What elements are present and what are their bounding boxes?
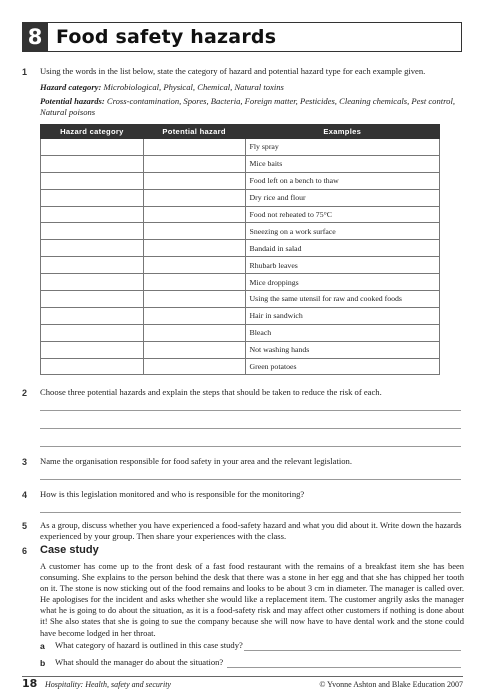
hazard-category-cell[interactable]: [41, 139, 144, 156]
hazard-category-cell[interactable]: [41, 206, 144, 223]
hazard-category-values: Microbiological, Physical, Chemical, Natural toxins: [103, 82, 284, 92]
example-cell: Hair in sandwich: [245, 307, 439, 324]
question-3-number: 3: [22, 457, 28, 467]
page-title: Food safety hazards: [56, 26, 277, 48]
example-cell: Dry rice and flour: [245, 189, 439, 206]
question-3-text: Name the organisation responsible for food safety in your area and the relevant legislation.: [40, 456, 352, 466]
header-examples: Examples: [245, 125, 439, 139]
table-row: [41, 240, 440, 257]
potential-hazard-cell[interactable]: [143, 358, 245, 375]
sub-question-a-letter: a: [40, 641, 45, 651]
example-cell: Fly spray: [245, 139, 439, 156]
potential-hazard-cell[interactable]: [143, 172, 245, 189]
header-potential-hazard: Potential hazard: [143, 125, 245, 139]
potential-hazard-cell[interactable]: [143, 240, 245, 257]
copyright: © Yvonne Ashton and Blake Education 2007: [319, 680, 463, 689]
potential-hazard-cell[interactable]: [143, 307, 245, 324]
table-row: [41, 155, 440, 172]
hazard-category-cell[interactable]: [41, 358, 144, 375]
case-study-body: A customer has come up to the front desk of a fast food restaurant with the remains of a breakfast item she has been consuming. She explains to the person behind the desk that there was a stone in her egg and that she has chipped her tooth on it. The stone is now sticking out of the food remains and looks to be about 3 cm in diameter. The manager is called over. He apologises for the incident and asks whether she would like a replacement item. The customer angrily asks the manager what he is going to do about the situation, as it is a food-safety risk and may affect other customers if nothing is done about it! She also states that she is going to sue the company because she will now have to have dental work and the stone could have become lodged in her throat.: [40, 561, 464, 638]
answer-line[interactable]: [244, 650, 461, 651]
table-row: [41, 324, 440, 341]
potential-hazard-cell[interactable]: [143, 257, 245, 274]
table-row: [41, 358, 440, 375]
potential-hazard-cell[interactable]: [143, 341, 245, 358]
question-2-text: Choose three potential hazards and explain the steps that should be taken to reduce the risk of each.: [40, 387, 382, 397]
question-1-number: 1: [22, 67, 28, 77]
example-cell: Sneezing on a work surface: [245, 223, 439, 240]
book-title: Hospitality: Health, safety and security: [45, 680, 171, 689]
answer-line[interactable]: [40, 428, 461, 429]
hazard-category-label: Hazard category:: [40, 82, 102, 92]
hazard-category-cell[interactable]: [41, 223, 144, 240]
page-number: 18: [22, 677, 38, 690]
table-row: [41, 139, 440, 156]
potential-hazard-cell[interactable]: [143, 155, 245, 172]
hazard-category-cell[interactable]: [41, 155, 144, 172]
potential-hazard-cell[interactable]: [143, 291, 245, 308]
example-cell: Bandaid in salad: [245, 240, 439, 257]
answer-line[interactable]: [40, 446, 461, 447]
chapter-number: 8: [22, 22, 48, 52]
question-6-number: 6: [22, 546, 28, 556]
sub-question-a-text: What category of hazard is outlined in this case study?: [55, 640, 243, 650]
answer-line[interactable]: [227, 667, 461, 668]
potential-hazard-cell[interactable]: [143, 189, 245, 206]
header-hazard-category: Hazard category: [41, 125, 144, 139]
hazard-category-cell[interactable]: [41, 307, 144, 324]
table-row: [41, 291, 440, 308]
example-cell: Mice droppings: [245, 274, 439, 291]
table-row: [41, 223, 440, 240]
table-row: [41, 172, 440, 189]
example-cell: Green potatoes: [245, 358, 439, 375]
hazard-category-cell[interactable]: [41, 274, 144, 291]
question-5-text: As a group, discuss whether you have experienced a food-safety hazard and what you did about it. Write down the hazards experienced by your group. Then share your experiences with the class.: [40, 520, 462, 541]
case-study-heading: Case study: [40, 544, 99, 556]
table-row: [41, 257, 440, 274]
potential-hazard-cell[interactable]: [143, 139, 245, 156]
hazard-category-cell[interactable]: [41, 189, 144, 206]
hazard-category-cell[interactable]: [41, 257, 144, 274]
table-row: [41, 341, 440, 358]
potential-hazards-list: [40, 96, 465, 118]
hazard-table: [40, 124, 440, 375]
sub-question-b-text: What should the manager do about the situation?: [55, 657, 224, 667]
example-cell: Food not reheated to 75°C: [245, 206, 439, 223]
hazard-category-cell[interactable]: [41, 172, 144, 189]
question-2-number: 2: [22, 388, 28, 398]
potential-hazards-label: Potential hazards:: [40, 96, 105, 106]
answer-line[interactable]: [40, 410, 461, 411]
example-cell: Food left on a bench to thaw: [245, 172, 439, 189]
hazard-category-cell[interactable]: [41, 240, 144, 257]
hazard-category-cell[interactable]: [41, 341, 144, 358]
question-5-number: 5: [22, 521, 28, 531]
sub-question-b-letter: b: [40, 658, 46, 668]
question-4-number: 4: [22, 490, 28, 500]
question-1-text: Using the words in the list below, state the category of hazard and potential hazard type for each example given.: [40, 66, 426, 76]
potential-hazards-values: Cross-contamination, Spores, Bacteria, Foreign matter, Pesticides, Cleaning chemicals, Pest control, Natural poisons: [40, 96, 456, 117]
potential-hazard-cell[interactable]: [143, 324, 245, 341]
example-cell: Mice baits: [245, 155, 439, 172]
hazard-category-cell[interactable]: [41, 324, 144, 341]
hazard-category-cell[interactable]: [41, 291, 144, 308]
table-row: [41, 307, 440, 324]
example-cell: Using the same utensil for raw and cooked foods: [245, 291, 439, 308]
example-cell: Bleach: [245, 324, 439, 341]
potential-hazard-cell[interactable]: [143, 274, 245, 291]
example-cell: Not washing hands: [245, 341, 439, 358]
answer-line[interactable]: [40, 512, 461, 513]
example-cell: Rhubarb leaves: [245, 257, 439, 274]
table-row: [41, 274, 440, 291]
question-4-text: How is this legislation monitored and who is responsible for the monitoring?: [40, 489, 305, 499]
footer-rule: [22, 676, 463, 677]
answer-line[interactable]: [40, 479, 461, 480]
potential-hazard-cell[interactable]: [143, 223, 245, 240]
potential-hazard-cell[interactable]: [143, 206, 245, 223]
table-header-row: [41, 125, 440, 139]
table-row: [41, 206, 440, 223]
table-row: [41, 189, 440, 206]
hazard-category-list: [40, 82, 465, 93]
